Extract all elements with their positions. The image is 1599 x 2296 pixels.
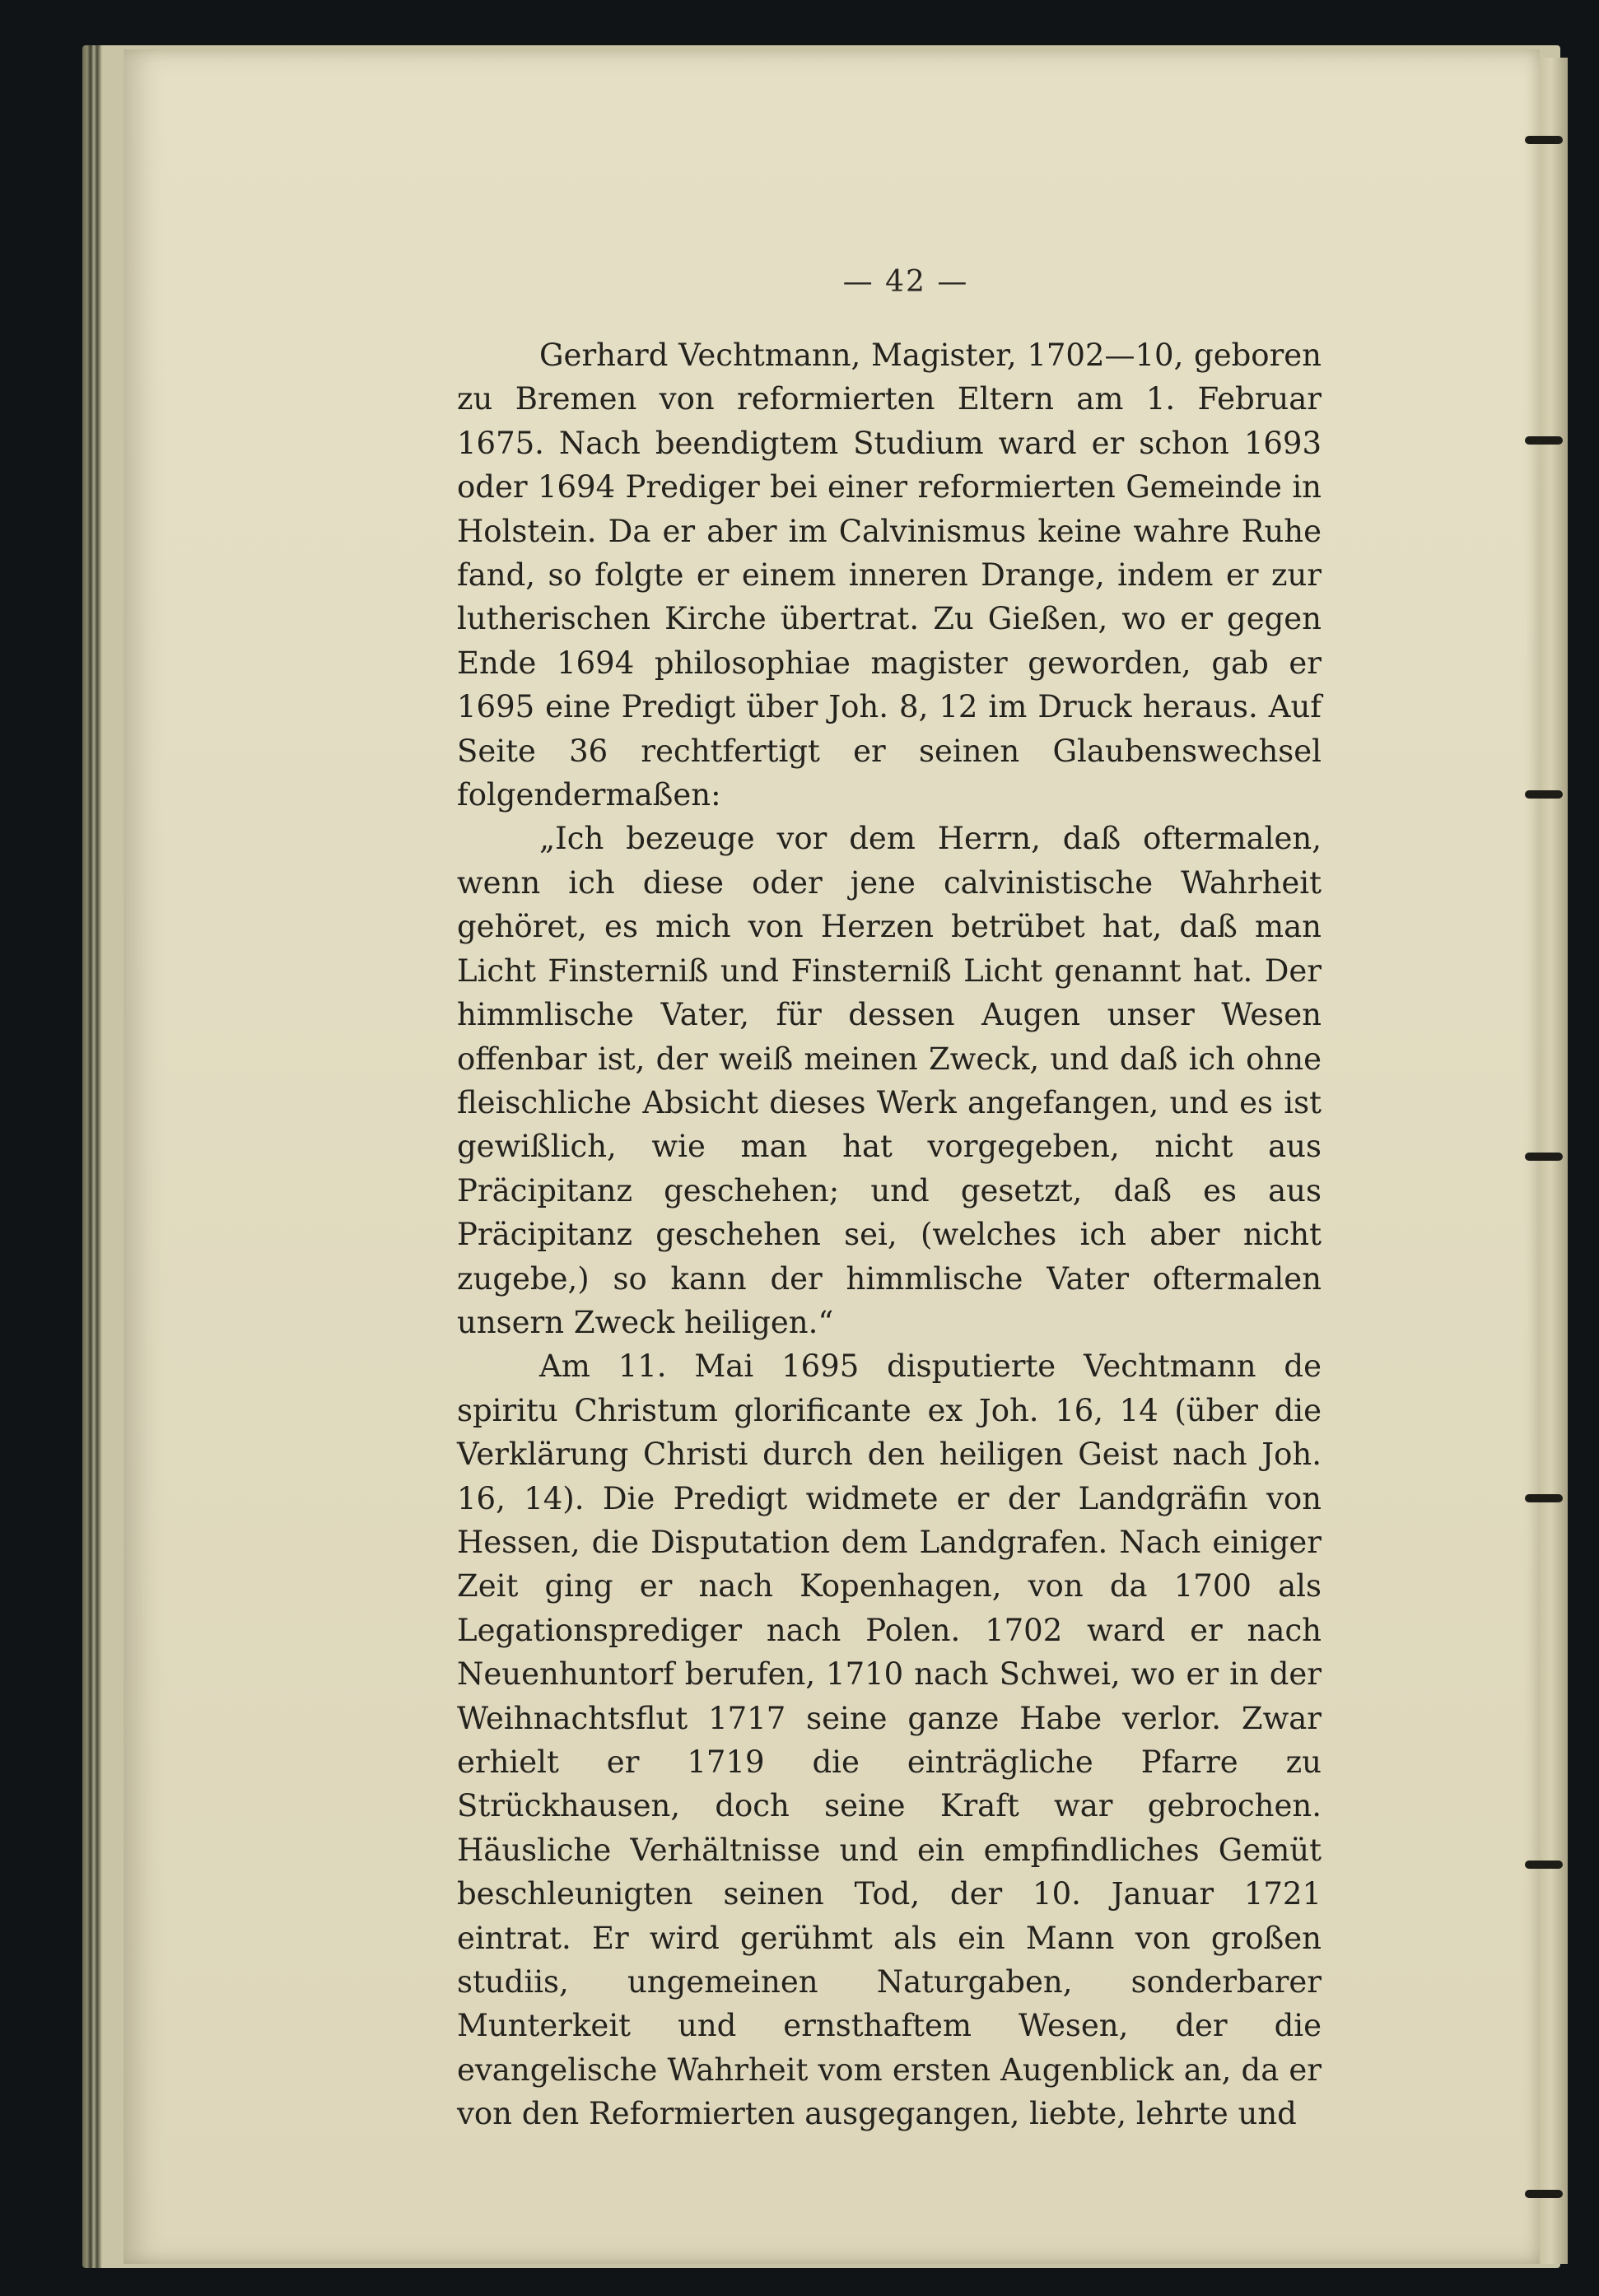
paragraph-biography-career: Am 11. Mai 1695 disputierte Vechtmann de spiritu Christum glorificante ex Joh. 16, 14 (über die Verklärung Christi durch den heiligen Geist nach Joh. 16, 14). Die Predigt widmete er der Landgräfin von Hessen, die Disputation dem Landgrafen. Nach einiger Zeit ging er nach Kopenhagen, von da 1700 als Legationsprediger nach Polen. 1702 ward er nach Neuenhuntorf berufen, 1710 nach Schwei, wo er in der Weihnachtsflut 1717 seine ganze Habe verlor. Zwar erhielt er 1719 die einträgliche Pfarre zu Strückhausen, doch seine Kraft war gebrochen. Häusliche Verhältnisse und ein empfindliches Gemüt beschleunigten seinen Tod, der 10. Januar 1721 eintrat. Er wird gerühmt als ein Mann von großen studiis, ungemeinen Naturgaben, sonderbarer Munterkeit und ernsthaftem Wesen, der die evangelische Wahrheit vom ersten Augenblick an, da er von den Reformierten ausgegangen, liebte, lehrte und: [457, 1348, 1322, 2132]
binding-stitch: [1525, 1153, 1563, 1161]
binding-stitch: [1525, 1861, 1563, 1869]
binding-stitch: [1525, 1494, 1563, 1502]
binding-stitch: [1525, 790, 1563, 799]
paragraph-biography-intro: Gerhard Vechtmann, Magister, 1702—10, geboren zu Bremen von reformierten Eltern am 1. Februar 1675. Nach beendigtem Studium ward er schon 1693 oder 1694 Prediger bei einer reformierten Gemeinde in Holstein. Da er aber im Calvinismus keine wahre Ruhe fand, so folgte er einem inneren Drange, indem er zur lutherischen Kirche übertrat. Zu Gießen, wo er gegen Ende 1694 philosophiae magister geworden, gab er 1695 eine Predigt über Joh. 8, 12 im Druck heraus. Auf Seite 36 rechtfertigt er seinen Glaubenswechsel folgendermaßen:: [457, 338, 1322, 813]
paragraph-quotation: „Ich bezeuge vor dem Herrn, daß oftermalen, wenn ich diese oder jene calvinistische Wahrheit gehöret, es mich von Herzen betrübet hat, daß man Licht Finsterniß und Finsterniß Licht genannt hat. Der himmlische Vater, für dessen Augen unser Wesen offenbar ist, der weiß meinen Zweck, und daß ich ohne fleischliche Absicht dieses Werk angefangen, und es ist gewißlich, wie man hat vorgegeben, nicht aus Präcipitanz geschehen; und gesetzt, daß es aus Präcipitanz geschehen sei, (welches ich aber nicht zugebe,) so kann der himmlische Vater oftermalen unsern Zweck heiligen.“: [457, 821, 1322, 1340]
book-gutter: [1540, 58, 1568, 2264]
binding-stitch: [1525, 2190, 1563, 2198]
body-text: [457, 333, 1322, 2136]
page-number: — 42 —: [842, 265, 969, 299]
binding-stitch: [1525, 436, 1563, 445]
binding-stitch: [1525, 136, 1563, 144]
